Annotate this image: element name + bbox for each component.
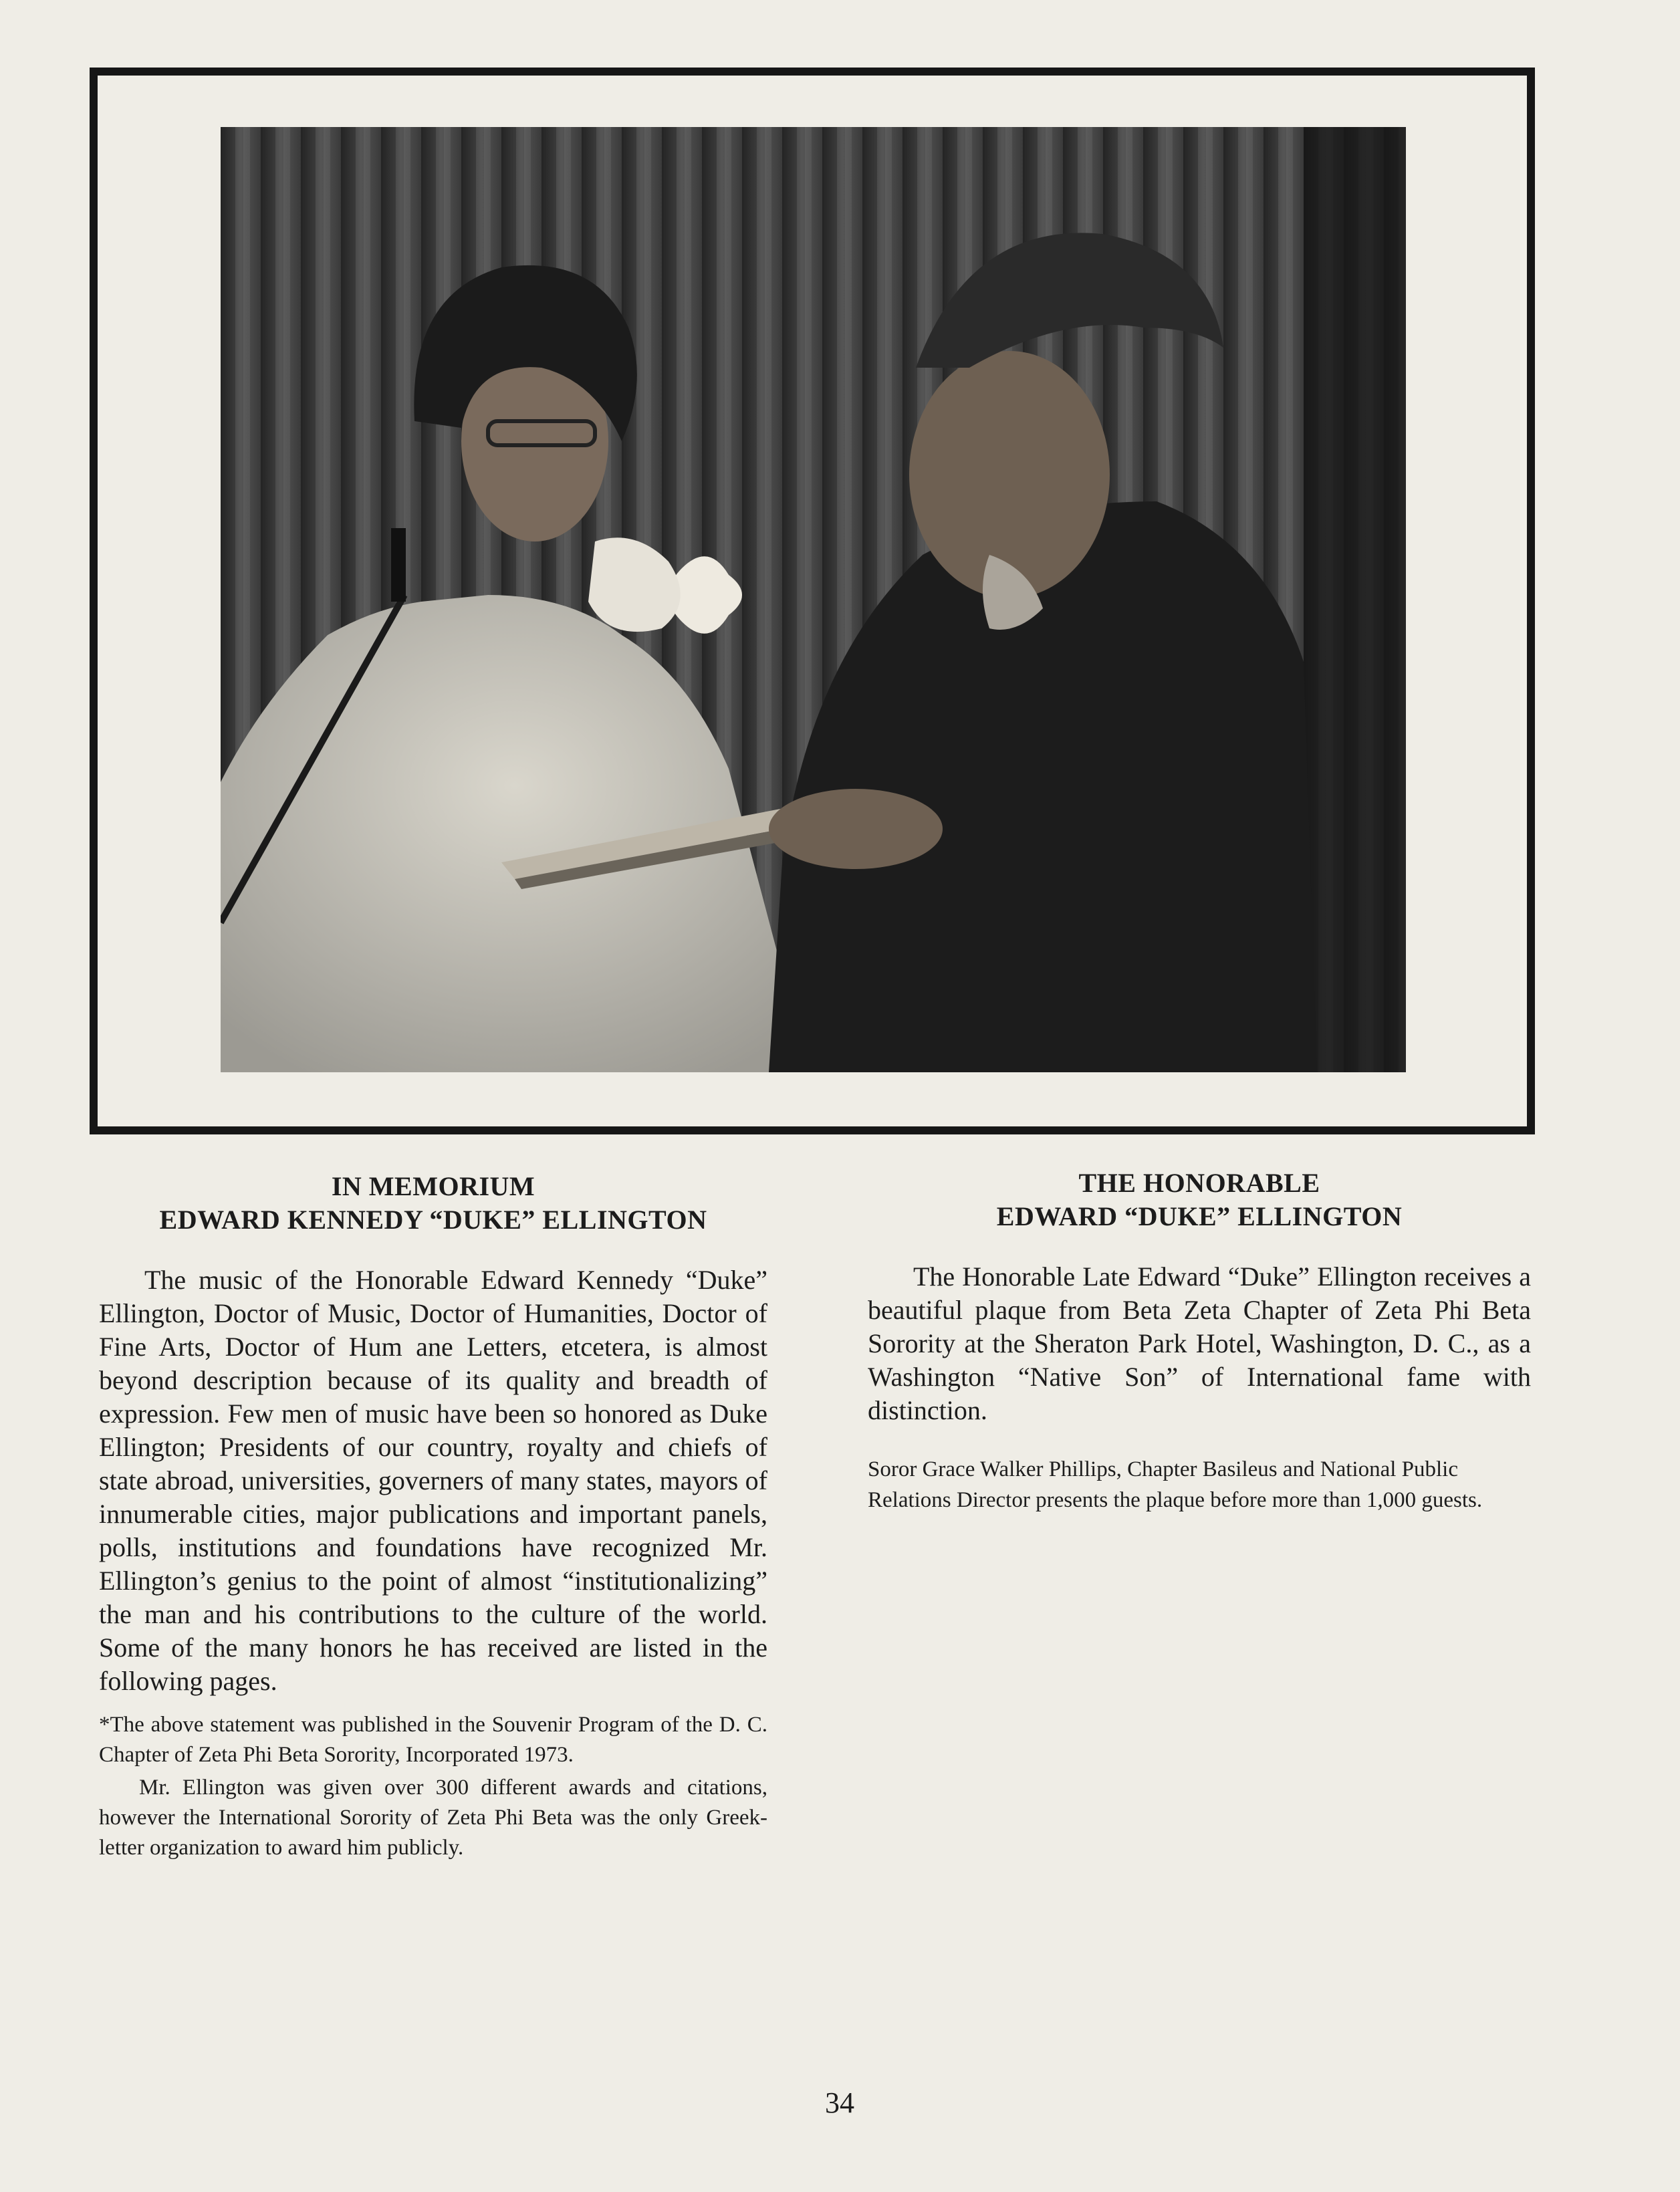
right-body-text: The Honorable Late Edward “Duke” Ellington receives a beautiful plaque from Beta Zeta Chapter of Zeta Phi Beta Sorority at the Sheraton Park Hotel, Washington, D. C., as a Washington “Native Son” of International fame with distinction. <box>868 1261 1531 1425</box>
photograph-woman-presenting-plaque-icon <box>221 127 1406 1072</box>
photo-caption: Soror Grace Walker Phillips, Chapter Basileus and National Public Relations Director presents the plaque before more than 1,000 guests. <box>868 1457 1483 1512</box>
left-column <box>99 1170 767 1863</box>
left-heading-line1: IN MEMORIUM <box>331 1171 535 1201</box>
left-body-text: The music of the Honorable Edward Kennedy “Duke” Ellington, Doctor of Music, Doctor of Humanities, Doctor of Fine Arts, Doctor of Hum ane Letters, etcetera, is almost beyond description because of its quality and breadth of expression. Few men of music have been so honored as Duke Ellington; Presidents of our country, royalty and chiefs of state abroad, universities, governers of many states, mayors of innumerable cities, major publications and important panels, polls, institutions and foundations have recognized Mr. Ellington’s genius to the point of almost “institutionalizing” the man and his contributions to the culture of the world. Some of the many honors he has received are listed in the following pages. <box>99 1265 767 1696</box>
footnote-awards: Mr. Ellington was given over 300 different awards and citations, however the International Sorority of Zeta Phi Beta was the only Greek-letter organization to award him publicly. <box>99 1776 767 1860</box>
right-heading-line2: EDWARD “DUKE” ELLINGTON <box>996 1201 1403 1231</box>
right-heading-line1: THE HONORABLE <box>1078 1168 1320 1198</box>
page-number: 34 <box>825 2086 854 2119</box>
footnote: *The above statement was published in the Souvenir Program of the D. C. Chapter of Zeta Phi Beta Sorority, Incorporated 1973. <box>99 1713 767 1767</box>
photograph <box>221 127 1406 1072</box>
left-heading-line2: EDWARD KENNEDY “DUKE” ELLINGTON <box>159 1205 707 1235</box>
right-column <box>868 1167 1531 1515</box>
